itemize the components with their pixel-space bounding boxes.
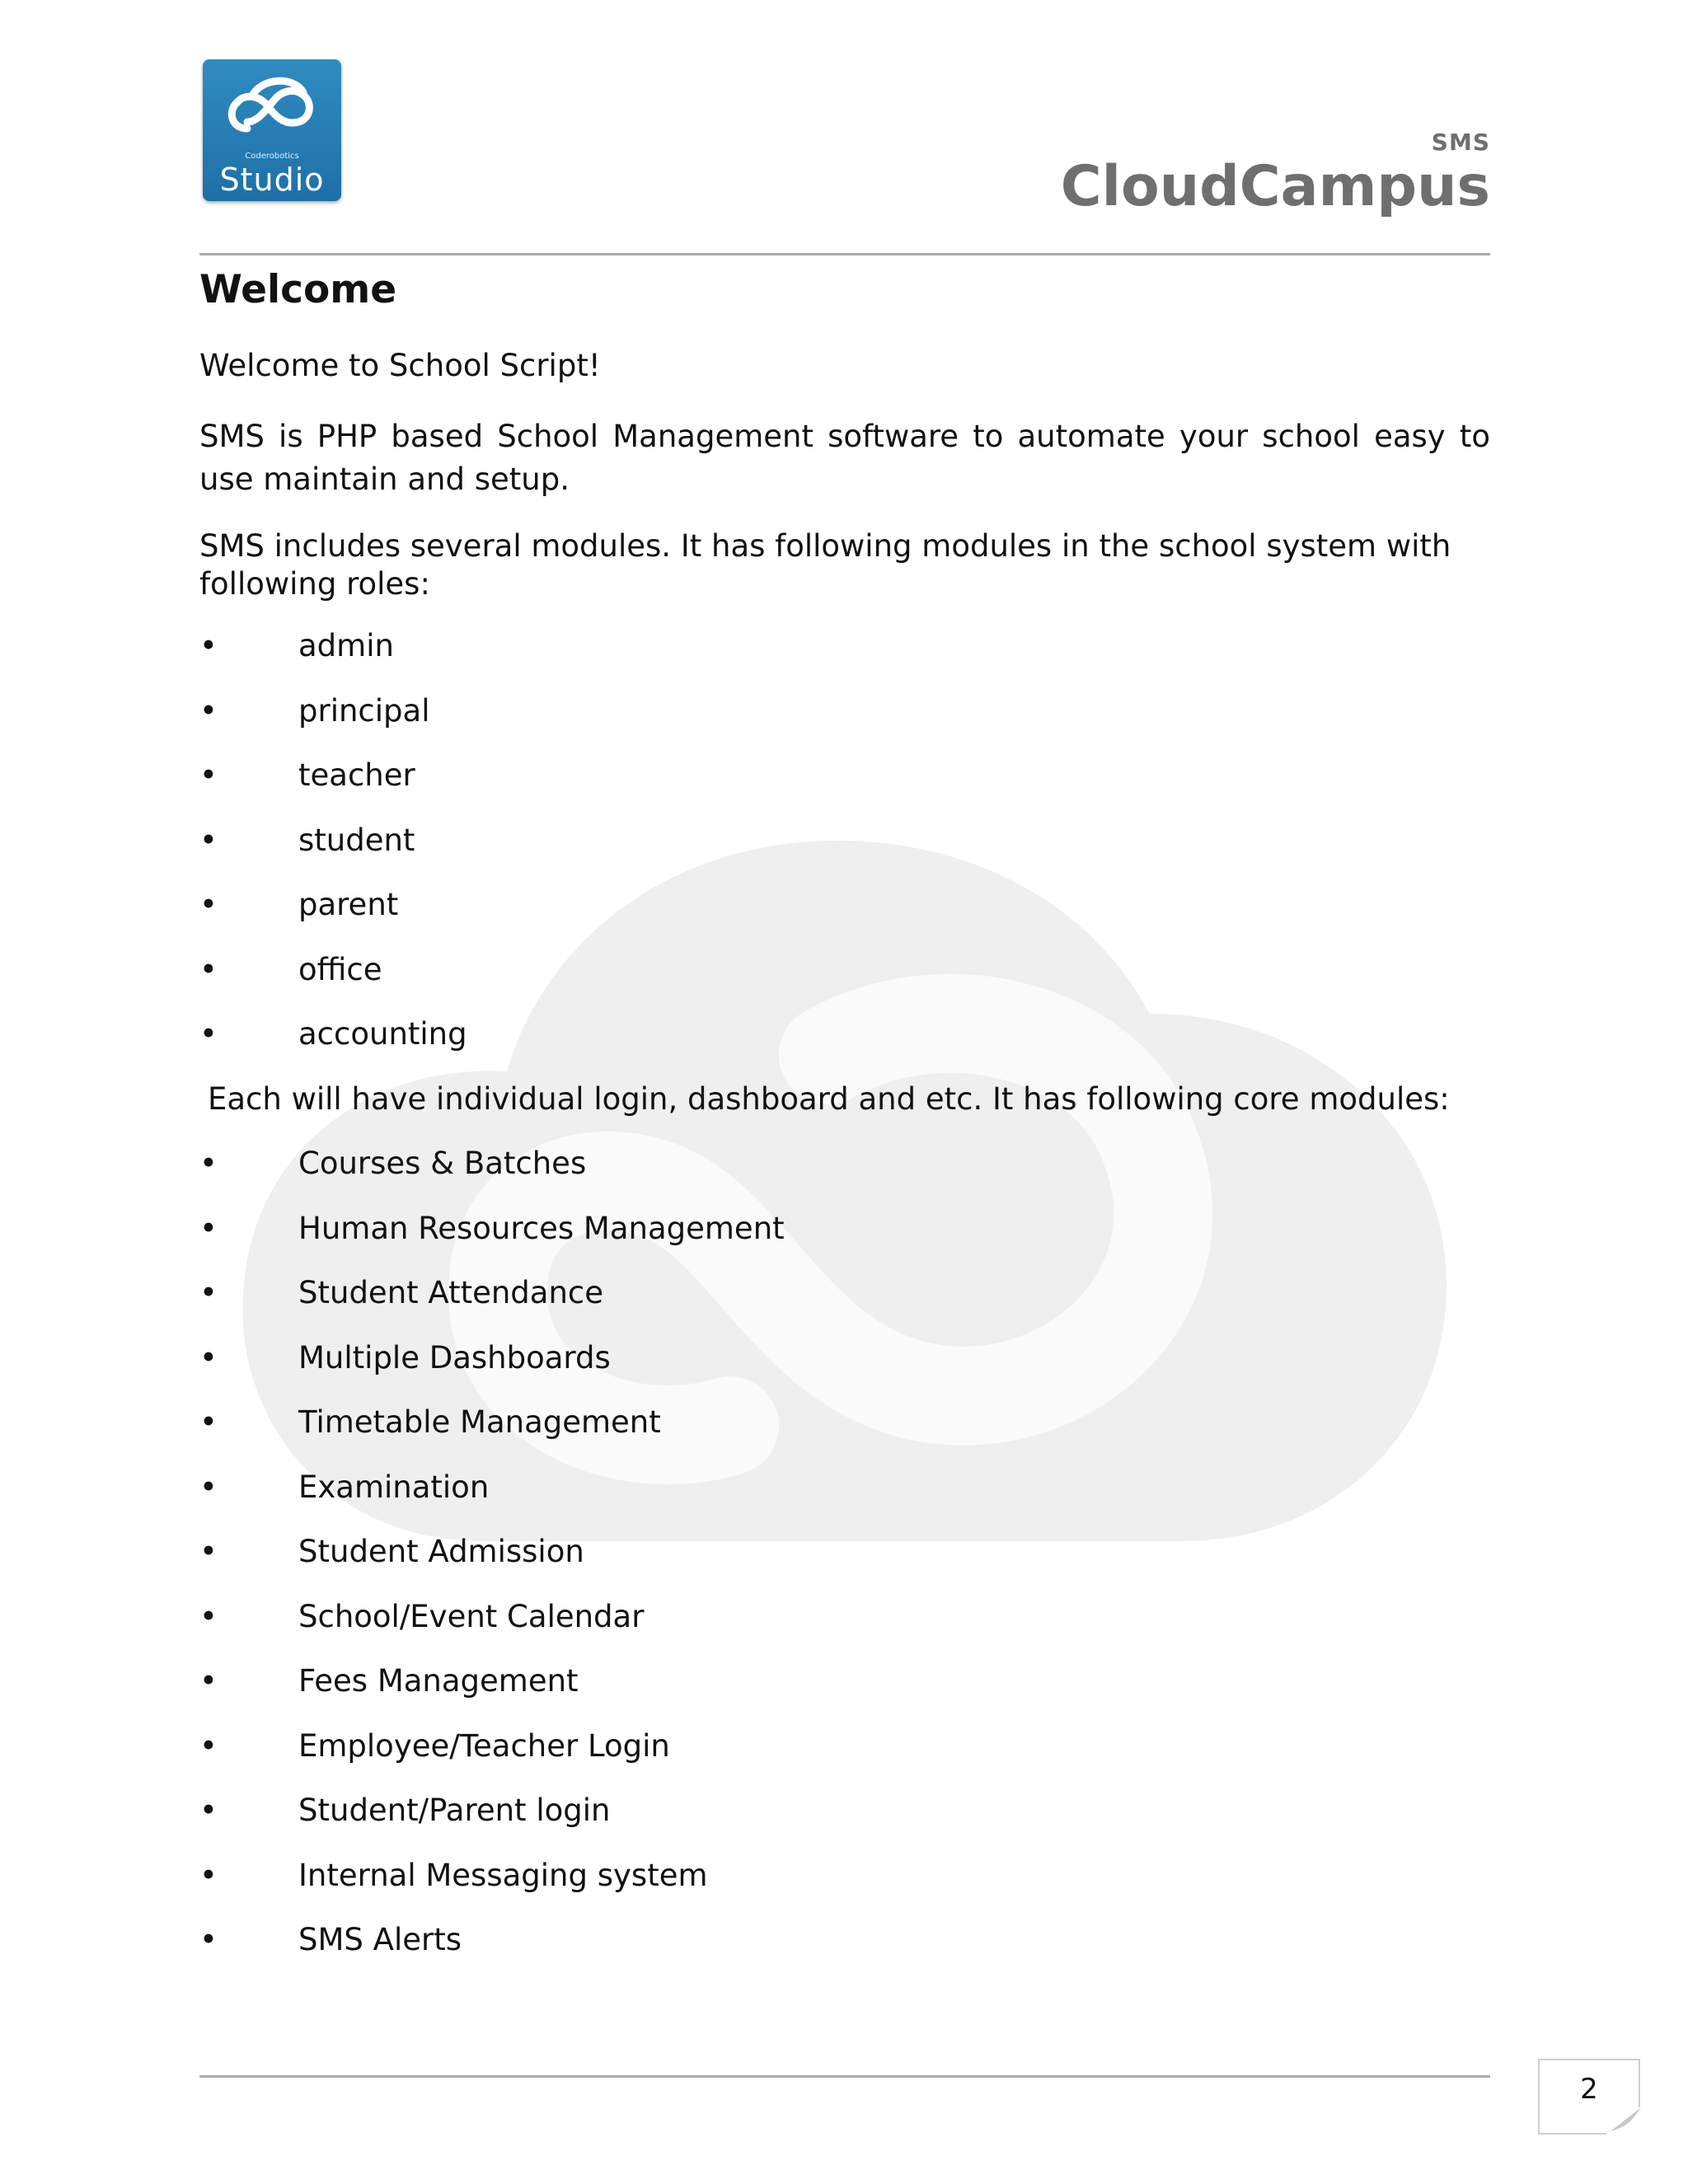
bullet-icon: • (199, 887, 218, 922)
list-item: • Employee/Teacher Login (199, 1725, 1490, 1790)
studio-logo (203, 59, 341, 201)
logo-small-text: Coderobotics (245, 152, 299, 161)
bullet-icon: • (199, 1534, 218, 1569)
page-number-box (1538, 2059, 1640, 2135)
bullet-icon: • (199, 1404, 218, 1440)
bullet-icon: • (199, 1663, 218, 1699)
page-curl-icon (1606, 2107, 1640, 2135)
document-body (199, 262, 1490, 1984)
list-item: • Human Resources Management (199, 1207, 1490, 1272)
list-item: • student (199, 819, 1490, 884)
bullet-icon: • (199, 1598, 218, 1634)
list-item: • admin (199, 625, 1490, 690)
bullet-icon: • (199, 1339, 218, 1376)
list-item: • Internal Messaging system (199, 1854, 1490, 1919)
description-paragraph: SMS is PHP based School Management software to automate your school easy to use maintain and setup. (199, 419, 1490, 497)
document-header (1060, 129, 1490, 219)
list-item: • Examination (199, 1466, 1490, 1531)
header-subtitle: SMS (1431, 129, 1490, 156)
intro-paragraph: Welcome to School Script! (199, 348, 601, 383)
page-number: 2 (1580, 2073, 1598, 2106)
bullet-icon: • (199, 1210, 218, 1246)
list-item: • Timetable Management (199, 1401, 1490, 1466)
core-modules-intro: Each will have individual login, dashboard and etc. It has following core modules: (208, 1080, 1450, 1117)
bullet-icon: • (199, 1469, 218, 1505)
bullet-icon: • (199, 1016, 218, 1052)
list-item: • teacher (199, 754, 1490, 819)
list-item: • principal (199, 690, 1490, 755)
logo-word: Studio (219, 162, 325, 198)
list-item: • Multiple Dashboards (199, 1337, 1490, 1402)
header-divider (199, 253, 1490, 255)
core-modules-list (199, 1142, 1490, 1984)
infinity-cloud-icon (223, 71, 321, 150)
modules-intro-paragraph: SMS includes several modules. It has following modules in the school system with following roles: (199, 528, 1451, 602)
list-item: • office (199, 949, 1490, 1014)
header-title: CloudCampus (1060, 154, 1490, 219)
bullet-icon: • (199, 628, 218, 663)
bullet-icon: • (199, 1793, 218, 1828)
list-item: • School/Event Calendar (199, 1596, 1490, 1661)
bullet-icon: • (199, 692, 218, 729)
list-item: • Student Attendance (199, 1272, 1490, 1337)
bullet-icon: • (199, 1146, 218, 1181)
section-heading: Welcome (199, 267, 397, 312)
list-item: • Student Admission (199, 1530, 1490, 1596)
list-item: • Fees Management (199, 1660, 1490, 1725)
bullet-icon: • (199, 757, 218, 793)
list-item: • SMS Alerts (199, 1919, 1490, 1984)
bullet-icon: • (199, 1857, 218, 1893)
bullet-icon: • (199, 822, 218, 858)
bullet-icon: • (199, 951, 218, 987)
bullet-icon: • (199, 1275, 218, 1310)
bullet-icon: • (199, 1727, 218, 1764)
footer-divider (199, 2075, 1490, 2078)
list-item: • Student/Parent login (199, 1789, 1490, 1854)
list-item: • parent (199, 883, 1490, 949)
list-item: • accounting (199, 1013, 1490, 1078)
roles-list (199, 625, 1490, 1078)
list-item: • Courses & Batches (199, 1142, 1490, 1207)
bullet-icon: • (199, 1922, 218, 1957)
